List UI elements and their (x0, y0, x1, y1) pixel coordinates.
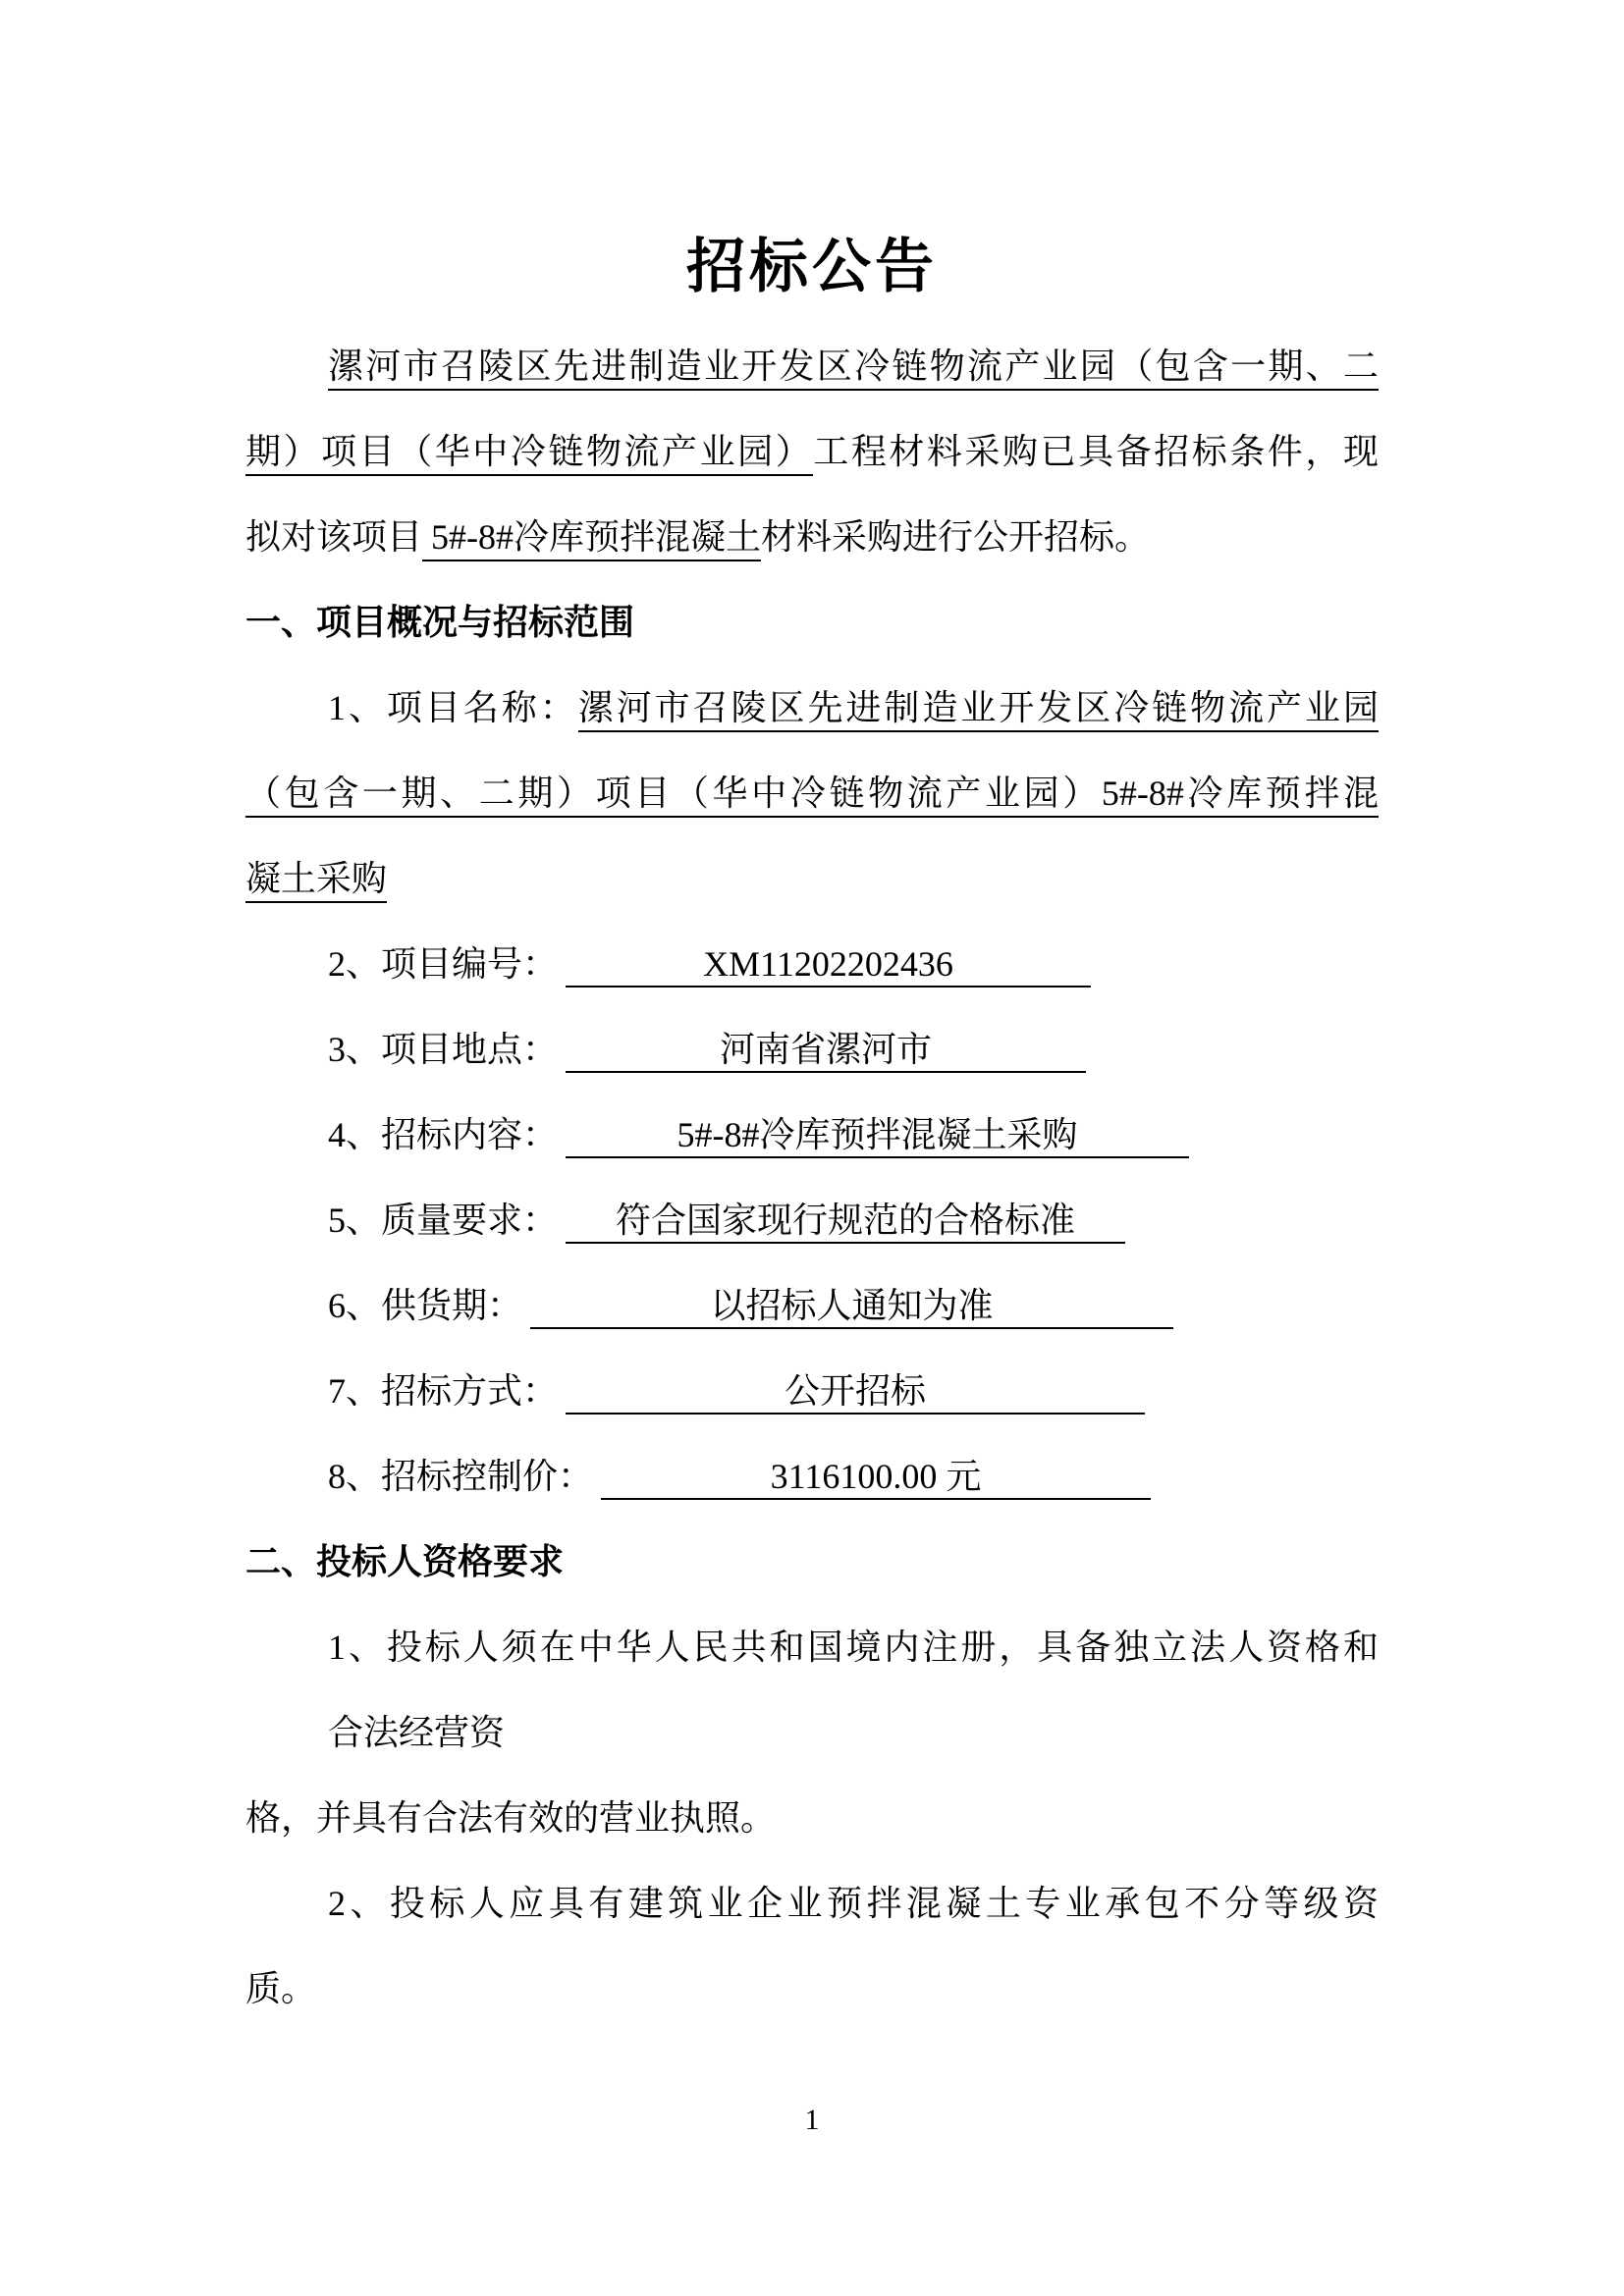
project-location-label: 3、项目地点： (328, 1030, 559, 1069)
tender-method-value: 公开招标 (566, 1369, 1145, 1415)
project-location-value: 河南省漯河市 (566, 1028, 1086, 1073)
project-name-line-1 (245, 666, 1379, 751)
bidder-req-1-line-2: 合法经营资 (328, 1713, 506, 1752)
project-name-value-part3: 凝土采购 (245, 859, 387, 903)
project-number-value: XM11202202436 (566, 942, 1091, 988)
quality-requirement-label: 5、质量要求： (328, 1201, 559, 1240)
field-row-quality-requirement (245, 1178, 1379, 1263)
project-name-label: 1、项目名称： (328, 688, 578, 727)
tender-control-price-value: 3116100.00 元 (601, 1455, 1151, 1500)
intro-line-3 (245, 495, 1379, 580)
bidder-req-1-line-3: 格，并具有合法有效的营业执照。 (245, 1798, 777, 1838)
field-row-project-location (245, 1007, 1379, 1093)
project-name-value-part1: 漯河市召陵区先进制造业开发区冷链物流产业园 (578, 688, 1379, 732)
field-row-tender-content (245, 1093, 1379, 1178)
project-name-line-3 (245, 836, 1379, 922)
intro-line-2 (245, 409, 1379, 495)
document-content (245, 228, 1379, 2032)
intro-line-1-underlined: 漯河市召陵区先进制造业开发区冷链物流产业园（包含一期、二 (328, 347, 1379, 391)
intro-line-1 (245, 324, 1379, 409)
project-name-value-part2: （包含一期、二期）项目（华中冷链物流产业园）5#-8#冷库预拌混 (245, 774, 1379, 818)
field-row-tender-control-price (245, 1434, 1379, 1520)
page-number: 1 (804, 2104, 820, 2136)
intro-line-2-underlined: 期）项目（华中冷链物流产业园） (245, 432, 813, 476)
intro-line-2-rest: 工程材料采购已具备招标条件，现 (813, 432, 1379, 471)
bidder-req-1-line-1: 1、投标人须在中华人民共和国境内注册，具备独立法人资格和 (328, 1628, 1379, 1667)
tender-content-value: 5#-8#冷库预拌混凝土采购 (566, 1113, 1189, 1158)
field-row-supply-period (245, 1263, 1379, 1349)
intro-line-3-prefix: 拟对该项目 (245, 517, 423, 557)
tender-method-label: 7、招标方式： (328, 1371, 559, 1411)
section1-heading: 一、项目概况与招标范围 (245, 603, 635, 642)
bidder-req-2-line-2: 质。 (245, 1969, 317, 2008)
supply-period-value: 以招标人通知为准 (530, 1284, 1173, 1329)
intro-line-3-rest: 材料采购进行公开招标。 (761, 517, 1151, 557)
quality-requirement-value: 符合国家现行规范的合格标准 (566, 1199, 1125, 1244)
intro-line-3-underlined: 5#-8#冷库预拌混凝土 (422, 517, 761, 561)
tender-content-label: 4、招标内容： (328, 1115, 559, 1154)
project-name-line-2 (245, 751, 1379, 836)
tender-control-price-label: 8、招标控制价： (328, 1457, 594, 1496)
supply-period-label: 6、供货期： (328, 1286, 523, 1325)
field-row-project-number (245, 922, 1379, 1007)
bidder-req-2-line-1: 2、投标人应具有建筑业企业预拌混凝土专业承包不分等级资 (328, 1884, 1379, 1923)
project-number-label: 2、项目编号： (328, 944, 559, 984)
section2-heading: 二、投标人资格要求 (245, 1542, 565, 1581)
field-row-tender-method (245, 1349, 1379, 1434)
document-title: 招标公告 (686, 235, 938, 299)
